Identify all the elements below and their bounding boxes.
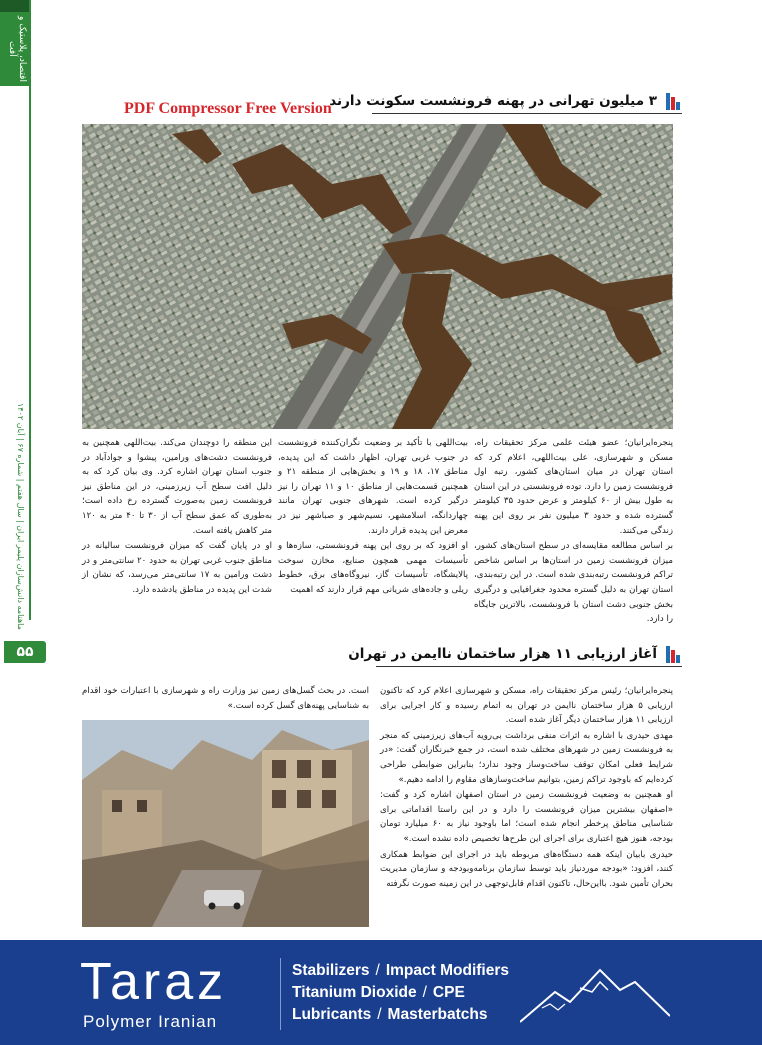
product-name: Lubricants bbox=[292, 1006, 372, 1023]
mountain-icon bbox=[520, 964, 670, 1024]
city-sinkhole-photo bbox=[82, 124, 673, 429]
article1-title-underline bbox=[372, 113, 682, 114]
article1-paragraph: او در پایان گفت که میزان فرونشست سالیانه در مناطق جنوب غربی تهران به حدود ۲۰ سانتی‌متر و در دشت ورامین به ۱۷ سانتی‌متر می‌رسد، که نشان از شدت این پدیده در مناطق یادشده دارد. bbox=[82, 541, 272, 595]
product-list bbox=[292, 960, 509, 1026]
article2-paragraph: او همچنین به وضعیت فرونشست زمین در استان اصفهان اشاره کرد و گفت: «اصفهان بیشترین میزان فرونشست را دارد و در این راستا اقداماتی برای شناسایی مناطق پرخطر انجام شده است؛ اما باوجود نیاز به ۶۰ میلیارد تومان بودجه، هنوز هیچ اعتباری برای اجرای این طرح‌ها تخصیص داده نشده است.» bbox=[380, 790, 673, 844]
ad-divider bbox=[280, 958, 281, 1030]
product-row: Stabilizers / Impact Modifiers bbox=[292, 962, 510, 979]
page-number: ۵۵ bbox=[4, 641, 46, 663]
brand-tagline: Polymer Iranian bbox=[83, 1012, 218, 1031]
article2-paragraph: حیدری بابیان اینکه همه دستگاه‌های مربوطه باید در اجرای این ضوابط همکاری کنند، افزود: «بودجه موردنیاز باید توسط سازمان برنامه‌وبودجه و سازمان مدیریت بحران تأمین شود. بااین‌حال، تاکنون اقدام قابل‌توجهی در این زمینه صورت نگرفته bbox=[380, 849, 673, 889]
product-name: Stabilizers bbox=[292, 962, 370, 979]
product-name: Titanium Dioxide bbox=[292, 984, 417, 1001]
article1-column-left bbox=[82, 436, 272, 599]
product-name: Masterbatchs bbox=[387, 1006, 488, 1023]
brand-logo: Taraz bbox=[80, 953, 228, 1011]
article2-column-right bbox=[380, 684, 673, 892]
collapsed-buildings-photo bbox=[82, 720, 369, 927]
product-name: CPE bbox=[432, 984, 465, 1001]
article1-title: ۳ میلیون تهرانی در پهنه فرونشست سکونت دارند bbox=[329, 93, 657, 109]
article1-paragraph: بیت‌اللهی با تأکید بر وضعیت نگران‌کننده فرونشست در جنوب غربی تهران، اظهار داشت که این پدیده، مناطق ۱۷، ۱۸ و ۱۹ و بخش‌هایی از منطقه ۲۱ و همچنین قسمت‌هایی از مناطق ۱۰ و ۱۱ تهران را نیز درگیر کرده است. شهرهای جنوبی تهران مانند چهاردانگه، اسلامشهر، نسیم‌شهر و صباشهر نیز در معرض این پدیده قرار دارند. bbox=[278, 438, 468, 536]
watermark: PDF Compressor Free Version bbox=[124, 100, 332, 117]
advertisement-banner[interactable] bbox=[0, 940, 762, 1045]
article1-paragraph: بر اساس مطالعه مقایسه‌ای در سطح استان‌های کشور، میزان فرونشست زمین در استان‌ها بر اساس شاخص تراکم فرونشست رتبه‌بندی شده است. در این رتبه‌بندی، استان تهران به دلیل گستره محدود جغرافیایی و درگیری بخش جنوبی دشت استان با فرونشست، بالاترین جایگاه را دارد. bbox=[474, 541, 673, 625]
article2-paragraph: مهدی حیدری با اشاره به اثرات منفی برداشت بی‌رویه آب‌های زیرزمینی که منجر به فرونشست زمین در شهرهای مختلف شده است، در جمع خبرنگاران گفت: «در شرایط فعلی امکان توقف ساخت‌وساز وجود ندارد؛ بنابراین ضوابطی طراحی کرده‌ایم که باوجود تراکم زمین، بتوانیم ساخت‌وسازهای مقاوم را ادامه دهیم.» bbox=[380, 730, 673, 785]
section-tab-label: اقتصاد، پلاستیک و آفت bbox=[7, 16, 27, 82]
product-row: Lubricants / Masterbatchs bbox=[292, 1006, 488, 1023]
side-rule bbox=[29, 0, 31, 620]
article1-column-right bbox=[474, 436, 673, 628]
article1-paragraph: پنجره‌ایرانیان؛ عضو هیئت علمی مرکز تحقیقات راه، مسکن و شهرسازی، علی بیت‌اللهی، اعلام کرد که استان تهران در میان استان‌های کشور، رتبه اول فرونشست زمین را دارد. توده فرونشستی در این استان به طول بیش از ۶۰ کیلومتر و عرض حدود ۳۵ کیلومتر گسترده شده و حدود ۳ میلیون نفر بر روی این پهنه زندگی می‌کنند. bbox=[474, 438, 673, 536]
city-sinkhole-illustration bbox=[82, 124, 673, 429]
bar-chart-icon bbox=[662, 645, 680, 663]
product-name: Impact Modifiers bbox=[385, 962, 510, 979]
bar-chart-icon bbox=[662, 92, 680, 110]
article1-heading bbox=[329, 92, 680, 110]
article2-title: آغاز ارزیابی ۱۱ هزار ساختمان ناایمن در تهران bbox=[348, 646, 657, 662]
article2-paragraph: پنجره‌ایرانیان؛ رئیس مرکز تحقیقات راه، مسکن و شهرسازی اعلام کرد که تاکنون ارزیابی ۵ هزار ساختمان ناایمن در تهران به اتمام رسیده و کار اجرایی برای ارزیابی ۱۱ هزار ساختمان دیگر آغاز شده است. bbox=[380, 686, 673, 726]
article2-column-left bbox=[82, 684, 369, 714]
product-row: Titanium Dioxide / CPE bbox=[292, 984, 465, 1001]
article1-column-middle bbox=[278, 436, 468, 599]
article2-title-underline bbox=[376, 666, 682, 667]
issue-info: ماهنامه دانش‌سازان پلیمر ایران | سال هفتم | شماره ۶۷ | آبان ۱۴۰۲ bbox=[16, 403, 25, 630]
article1-paragraph: او افزود که بر روی این پهنه فرونشستی، سازه‌ها و تأسیسات مهمی همچون صنایع، مخازن سوخت پالایشگاه، تأسیسات گاز، نیروگاه‌های برق، خطوط ریلی و جاده‌های شریانی مهم قرار دارند که اهمیت bbox=[278, 541, 468, 595]
collapsed-buildings-illustration bbox=[82, 720, 369, 927]
section-tab-cap bbox=[0, 0, 30, 12]
article2-paragraph: است. در بحث گسل‌های زمین نیز وزارت راه و شهرسازی با اعتبارات خود اقدام به شناسایی پهنه‌های گسل کرده است.» bbox=[82, 686, 369, 711]
article1-paragraph: این منطقه را دوچندان می‌کند. بیت‌اللهی همچنین به فرونشست دشت‌های ورامین، پیشوا و جوادآباد در جنوب استان تهران اشاره کرد. وی بیان کرد که به دلیل افت سطح آب زیرزمینی، در این مناطق نیز فرونشست زمین به‌صورت گسترده رخ داده است؛ به‌طوری که عمق سطح آب از ۳۰ تا ۴۰ متر به ۱۲۰ متر کاهش یافته است. bbox=[82, 438, 272, 536]
article2-heading bbox=[348, 645, 680, 663]
